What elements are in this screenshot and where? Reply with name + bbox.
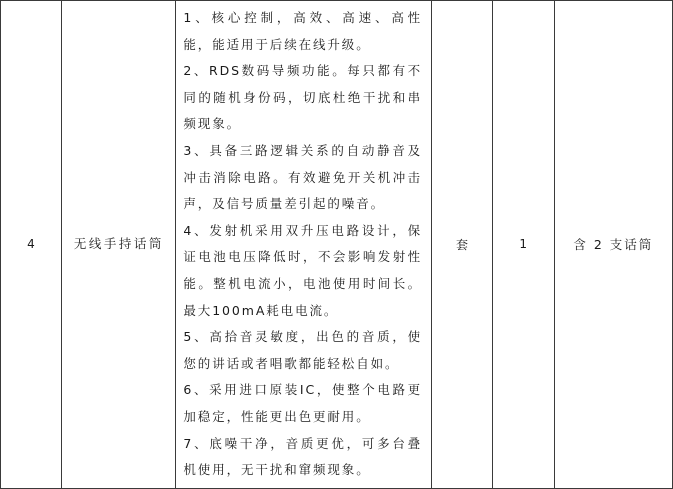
description-line: 7、底噪干净，音质更优，可多台叠机使用，无干扰和窜频现象。 [183, 435, 423, 478]
table-cell-unit [432, 1, 493, 489]
table-row [1, 1, 673, 489]
note-value: 含 2 支话筒 [573, 236, 654, 252]
table-cell-description [176, 1, 432, 489]
row-index-value: 4 [27, 237, 36, 252]
description-line: 3、具备三路逻辑关系的自动静音及冲击消除电路。有效避免开关机冲击声，及信号质量差引起的噪音。 [183, 142, 423, 212]
table-cell-index [1, 1, 62, 489]
description-line: 2、RDS数码导频功能。每只都有不同的随机身份码，切底杜绝干扰和串频现象。 [183, 63, 423, 132]
table-cell-note [554, 1, 672, 489]
description-line: 6、采用进口原装IC，使整个电路更加稳定，性能更出色更耐用。 [183, 382, 423, 424]
table-cell-quantity [493, 1, 554, 489]
quantity-value: 1 [519, 237, 528, 252]
description-line: 5、高拾音灵敏度，出色的音质，使您的讲话或者唱歌都能轻松自如。 [183, 329, 423, 371]
description-line: 4、发射机采用双升压电路设计，保证电池电压降低时，不会影响发射性能。整机电流小，电池使用时间长。最大100mA耗电电流。 [183, 222, 423, 318]
item-name-value: 无线手持话筒 [73, 236, 164, 252]
unit-value: 套 [455, 237, 469, 252]
table-cell-name [62, 1, 176, 489]
description-block [176, 1, 431, 488]
description-line: 1、核心控制，高效、高速、高性能，能适用于后续在线升级。 [183, 10, 423, 52]
